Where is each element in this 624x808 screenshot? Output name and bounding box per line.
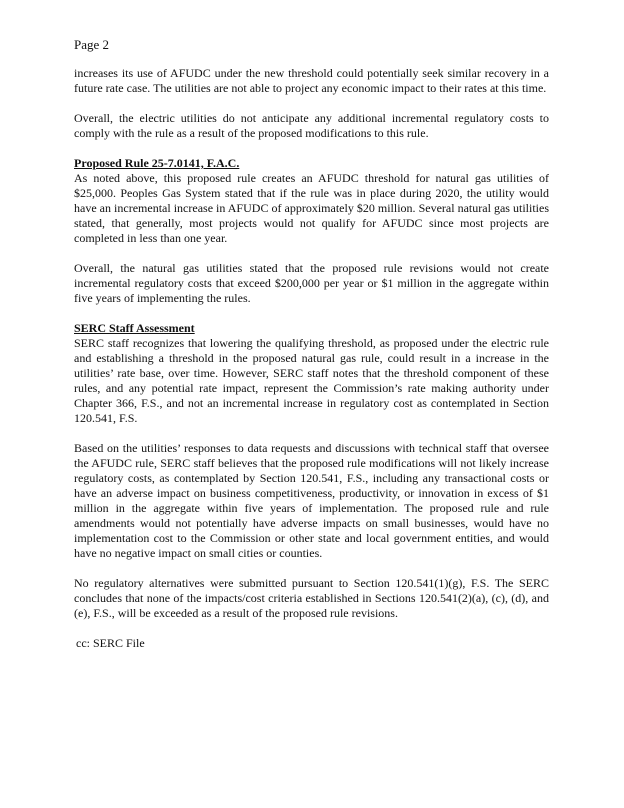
section-serc-assessment: [74, 321, 549, 426]
section-heading-proposed-rule: Proposed Rule 25-7.0141, F.A.C.: [74, 156, 240, 170]
paragraph-electric-overall: Overall, the electric utilities do not anticipate any additional incremental regulatory costs to comply with the rule as a result of the proposed modifications to this rule.: [74, 111, 549, 140]
cc-line: cc: SERC File: [76, 636, 145, 650]
document-body: [74, 66, 549, 666]
paragraph-serc-threshold: SERC staff recognizes that lowering the qualifying threshold, as proposed under the electric rule and establishing a threshold in the proposed natural gas rule, could result in a increase in the utilities’ rate base, over time. However, SERC staff notes that the threshold component of these rules, and any potential rate impact, represent the Commission’s rate making authority under Chapter 366, F.S., and not an incremental increase in regulatory cost as contemplated in Section 120.541, F.S.: [74, 336, 549, 425]
page-number: Page 2: [74, 37, 110, 52]
paragraph-serc-conclusion: Based on the utilities’ responses to data requests and discussions with technical staff that oversee the AFUDC rule, SERC staff believes that the proposed rule modifications will not likely increase regulatory costs, as contemplated by Section 120.541, F.S., including any transactional costs or have an adverse impact on business competitiveness, productivity, or innovation in excess of $1 million in the aggregate within five years of implementation. The proposed rule and rule amendments would not potentially have adverse impacts on small businesses, would have no implementation cost to the Commission or other state and local government entities, and would have no negative impact on small cities or counties.: [74, 441, 549, 560]
paragraph-gas-threshold: As noted above, this proposed rule creates an AFUDC threshold for natural gas utilities of $25,000. Peoples Gas System stated that if the rule was in place during 2020, the utility would have an incremental increase in AFUDC of approximately $20 million. Several natural gas utilities stated, that generally, most projects would not qualify for AFUDC since most projects are completed in less than one year.: [74, 171, 549, 245]
paragraph-regulatory-alternatives: No regulatory alternatives were submitted pursuant to Section 120.541(1)(g), F.S. The SERC concludes that none of the impacts/cost criteria established in Sections 120.541(2)(a), (c), (d), and (e), F.S., will be exceeded as a result of the proposed rule revisions.: [74, 576, 549, 620]
paragraph-afudc-recovery: increases its use of AFUDC under the new threshold could potentially seek similar recovery in a future rate case. The utilities are not able to project any economic impact to their rates at this time.: [74, 66, 549, 95]
section-heading-serc-assessment: SERC Staff Assessment: [74, 321, 195, 335]
paragraph-gas-overall: Overall, the natural gas utilities stated that the proposed rule revisions would not create incremental regulatory costs that exceed $200,000 per year or $1 million in the aggregate within five years of implementing the rules.: [74, 261, 549, 305]
section-proposed-rule: [74, 156, 549, 246]
